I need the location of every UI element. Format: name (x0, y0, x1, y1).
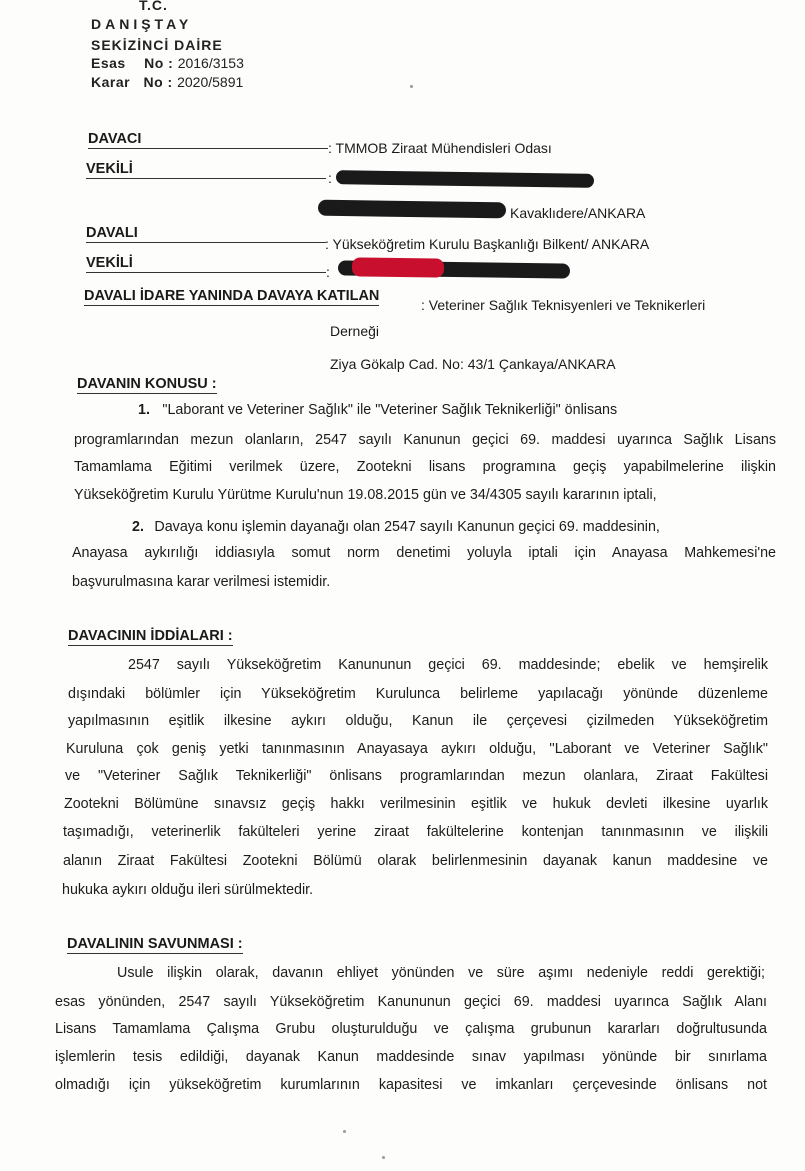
header-court: DANIŞTAY (91, 16, 193, 32)
paragraph-line (65, 768, 768, 784)
paragraph-line-text: alanın Ziraat Fakültesi Zootekni Bölümü olarak belirlenmesinin dayanak kanun maddesine ve (63, 853, 768, 869)
paragraph-line (55, 1077, 767, 1093)
konu-item-1-line: "Laborant ve Veteriner Sağlık" ile "Veteriner Sağlık Teknikerliği" önlisans (162, 402, 618, 418)
header-chamber: SEKİZİNCİ DAİRE (91, 37, 223, 53)
vekili-address-tail: Kavaklıdere/ANKARA (510, 205, 646, 221)
konu-item-2-line (72, 573, 572, 591)
karar-no-label: No : (143, 74, 173, 90)
karar-value: 2020/5891 (177, 74, 244, 90)
paragraph-line-text: dışındaki bölümler için Yükseköğretim Kurulunca belirleme yapılacağı yönünde düzenleme (68, 686, 768, 702)
esas-label: Esas (91, 55, 126, 71)
paragraph-line (62, 881, 442, 899)
konu-line-text: programlarından mezun olanların, 2547 sayılı Kanunun geçici 69. maddesi uyarınca Sağlık Lisans (74, 432, 776, 448)
paragraph-line (63, 824, 768, 840)
iddialar-title: DAVACININ İDDİALARI : (68, 628, 233, 644)
konu-line-text: Yükseköğretim Kurulu Yürütme Kurulu'nun 19.08.2015 gün ve 34/4305 sayılı kararının iptali, (74, 487, 657, 503)
konu-item-2-number: 2. (132, 519, 144, 535)
paragraph-line (117, 965, 765, 981)
paragraph-line (55, 1021, 767, 1037)
vekili-label-1: VEKİLİ (86, 161, 326, 179)
savunma-title: DAVALININ SAVUNMASI : (67, 936, 243, 952)
davali-value: : Yükseköğretim Kurulu Başkanlığı Bilkent/ ANKARA (325, 236, 650, 252)
paragraph-line-text: Zootekni Bölümüne sınavsız geçiş hakkı verilmesinin eşitlik ve hukuk devleti ilkesine uyarlık (64, 796, 768, 812)
konu-item-1-line (74, 486, 764, 504)
paragraph-line-text: işlemlerin tesis edildiği, dayanak Kanun maddesinde sınav yapılması yönünde bir sınırlama (55, 1049, 767, 1065)
konu-line-text: Anayasa aykırılığı iddiasıyla somut norm denetimi yoluyla iptali için Anayasa Mahkemesi'ne (72, 545, 776, 561)
paragraph-line (68, 686, 768, 702)
konu-line-text: Tamamlama Eğitimi verilmek üzere, Zootekni lisans programına geçiş yapabilmelerine ilişkin (74, 459, 776, 475)
paragraph-line (63, 853, 768, 869)
paragraph-line (68, 713, 768, 729)
davali-label: DAVALI (86, 225, 326, 243)
paragraph-line-text: 2547 sayılı Yükseköğretim Kanununun geçici 69. maddesinde; ebelik ve hemşirelik (128, 657, 768, 673)
esas-no-label: No : (144, 55, 174, 71)
scan-speck (382, 1156, 385, 1159)
konu-item-2-line (72, 545, 776, 561)
konu-item-2-line: Davaya konu işlemin dayanağı olan 2547 sayılı Kanunun geçici 69. maddesinin, (154, 519, 660, 535)
redaction-mark (352, 257, 444, 277)
konu-item-2-first-line (132, 518, 778, 536)
konu-item-1-first-line (138, 401, 776, 419)
paragraph-line-text: Usule ilişkin olarak, davanın ehliyet yönünden ve süre aşımı nedeniyle reddi gerektiği; (117, 965, 765, 981)
vekili-colon-2: : (326, 264, 330, 280)
paragraph-line-text: Lisans Tamamlama Çalışma Grubu oluşturulduğu ve çalışma grubunun kararları doğrultusunda (55, 1021, 767, 1037)
konu-item-1-line (74, 432, 776, 448)
paragraph-line (66, 741, 768, 757)
davaci-label: DAVACI (88, 131, 328, 149)
katilan-address: Ziya Gökalp Cad. No: 43/1 Çankaya/ANKARA (330, 356, 616, 372)
konu-item-1-line (74, 459, 776, 475)
redaction-mark (318, 200, 506, 219)
karar-label: Karar (91, 74, 131, 90)
paragraph-line (55, 1049, 767, 1065)
paragraph-line-text: hukuka aykırı olduğu ileri sürülmektedir. (62, 882, 314, 898)
vekili-label-2: VEKİLİ (86, 255, 326, 273)
paragraph-line-text: ve "Veteriner Sağlık Teknikerliği" önlisans programlarından mezun olanlara, Ziraat Fakültesi (65, 768, 768, 784)
redaction-mark (336, 170, 594, 188)
scan-speck (343, 1130, 346, 1133)
paragraph-line-text: Kuruluna çok geniş yetki tanınmasının Anayasaya aykırı olduğu, ''Laborant ve Veteriner Sağlık" (66, 741, 768, 757)
scan-speck (410, 85, 413, 88)
vekili-colon-1: : (328, 170, 332, 186)
paragraph-line-text: taşımadığı, veterinerlik fakülteleri yerine ziraat fakültelerine kontenjan tanınmasının ve ilişkili (63, 824, 768, 840)
katilan-value-2: Derneği (330, 323, 380, 339)
paragraph-line (64, 796, 768, 812)
paragraph-line-text: esas yönünden, 2547 sayılı Yükseköğretim Kanununun geçici 69. maddesi uyarınca Sağlık Alanı (55, 994, 767, 1010)
esas-value: 2016/3153 (177, 55, 244, 71)
katilan-label: DAVALI İDARE YANINDA DAVAYA KATILAN (84, 288, 380, 304)
paragraph-line (55, 994, 767, 1010)
konu-title: DAVANIN KONUSU : (77, 376, 217, 392)
konu-line-text: başvurulmasına karar verilmesi istemidir. (72, 574, 331, 590)
header-tc: T.C. (139, 0, 168, 13)
konu-item-1-number: 1. (138, 402, 150, 418)
paragraph-line-text: yapılmasının eşitlik ilkesine aykırı olduğu, Kanun ile çerçevesi çizilmeden Yükseköğretim (68, 713, 768, 729)
header-karar (91, 74, 243, 90)
header-esas (91, 55, 244, 71)
katilan-value-1: : Veteriner Sağlık Teknisyenleri ve Teknikerleri (421, 297, 706, 313)
davaci-value: : TMMOB Ziraat Mühendisleri Odası (328, 140, 552, 156)
paragraph-line (128, 657, 768, 673)
paragraph-line-text: olmadığı için yükseköğretim kurumlarının kapasitesi ve imkanları çerçevesinde önlisans not (55, 1077, 767, 1093)
